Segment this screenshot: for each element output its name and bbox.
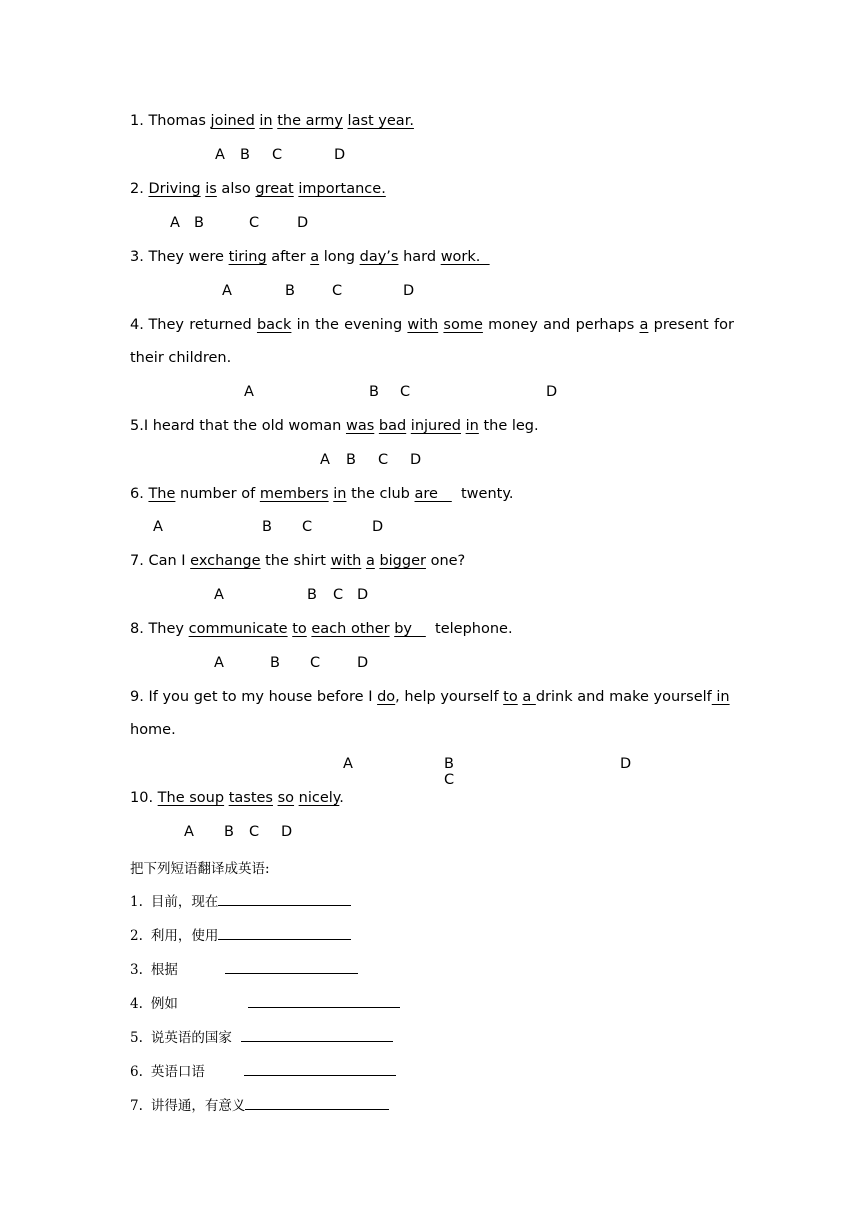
translation-item-6 <box>130 1060 396 1080</box>
question-number: 4. <box>130 317 144 333</box>
underlined-option-a: back <box>256 317 292 333</box>
text: perhaps <box>575 317 635 333</box>
underlined-option-b: with <box>407 317 439 333</box>
question-4-continued: their children. <box>130 350 232 366</box>
text: the shirt <box>260 553 331 569</box>
letter-b: B <box>194 215 204 231</box>
underlined-option-b: with <box>330 553 362 569</box>
question-number: 1. <box>130 113 144 129</box>
letter-c: C <box>378 452 389 468</box>
underlined-option-c: great <box>255 181 294 197</box>
letter-b: B <box>262 519 272 535</box>
underlined-option-d: in <box>465 418 479 434</box>
letter-a: A <box>215 147 225 163</box>
question-1 <box>130 113 414 129</box>
underlined-option-c: a <box>365 553 375 569</box>
letter-c: C <box>272 147 283 163</box>
translation-item-4 <box>130 992 400 1012</box>
letter-c: C <box>249 215 260 231</box>
letter-b: B <box>285 283 295 299</box>
underlined-option-d: in <box>711 689 730 705</box>
answer-blank[interactable] <box>241 1027 393 1042</box>
underlined-option-d: are <box>414 486 452 502</box>
underlined-option-c: day’s <box>359 249 399 265</box>
text: for <box>713 317 734 333</box>
underlined-option-a: tiring <box>228 249 267 265</box>
question-10 <box>130 790 344 806</box>
underlined-option-b: bad <box>378 418 407 434</box>
question-number: 6. <box>130 486 144 502</box>
text: long <box>319 249 360 265</box>
letter-a: A <box>170 215 180 231</box>
letter-c: C <box>400 384 411 400</box>
letter-d: D <box>281 824 293 840</box>
letter-a: A <box>184 824 194 840</box>
letter-a: A <box>153 519 163 535</box>
question-5 <box>130 418 539 434</box>
underlined-option-a: The soup <box>157 790 225 806</box>
text: . <box>339 790 344 806</box>
letter-b: B <box>307 587 317 603</box>
text: one? <box>425 553 466 569</box>
letter-d: D <box>410 452 422 468</box>
underlined-option-d: bigger <box>379 553 426 569</box>
answer-blank[interactable] <box>218 891 351 906</box>
text: also <box>216 181 256 197</box>
underlined-option-b: to <box>503 689 518 705</box>
letter-a: A <box>320 452 330 468</box>
answer-blank[interactable] <box>225 959 358 974</box>
letter-c: C <box>332 283 343 299</box>
question-8 <box>130 621 513 637</box>
question-number: 9. <box>130 689 144 705</box>
letter-a: A <box>222 283 232 299</box>
underlined-option-c: so <box>277 790 295 806</box>
underlined-option-b: to <box>292 621 307 637</box>
letter-d: D <box>334 147 346 163</box>
item-number: 4. <box>130 996 143 1012</box>
text: If you get to my house before I <box>148 689 378 705</box>
letter-b: B <box>346 452 356 468</box>
item-number: 1. <box>130 894 143 910</box>
letter-a: A <box>343 756 353 772</box>
underlined-option-a: The <box>148 486 176 502</box>
underlined-option-a: exchange <box>190 553 261 569</box>
underlined-option-b: members <box>259 486 329 502</box>
question-9 <box>130 689 730 705</box>
underlined-option-b: in <box>259 113 273 129</box>
text: evening <box>344 317 403 333</box>
letter-a: A <box>214 587 224 603</box>
question-2 <box>130 181 386 197</box>
answer-blank[interactable] <box>245 1095 389 1110</box>
question-number: 8. <box>130 621 144 637</box>
letter-c: C <box>249 824 260 840</box>
item-number: 6. <box>130 1064 143 1080</box>
text: telephone. <box>425 621 513 637</box>
translation-item-2 <box>130 924 351 944</box>
letter-a: A <box>214 655 224 671</box>
translation-heading: 把下列短语翻译成英语: <box>130 861 270 877</box>
text: present <box>653 317 709 333</box>
translation-item-3 <box>130 958 358 978</box>
underlined-option-d: nicely <box>298 790 340 806</box>
text <box>130 317 184 333</box>
underlined-option-d: by <box>394 621 426 637</box>
underlined-option-b: a <box>310 249 320 265</box>
underlined-option-d: importance. <box>298 181 386 197</box>
letter-c: C <box>310 655 321 671</box>
translation-item-5 <box>130 1026 393 1046</box>
answer-blank[interactable] <box>248 993 400 1008</box>
text: drink and make yourself <box>535 689 712 705</box>
text: , help yourself <box>395 689 504 705</box>
item-text: 讲得通，有意义 <box>150 1098 246 1114</box>
question-7 <box>130 553 465 569</box>
letter-b: B <box>270 655 280 671</box>
underlined-option-c: injured <box>410 418 462 434</box>
text: the club <box>346 486 415 502</box>
text: in <box>296 317 310 333</box>
question-number: 7. <box>130 553 144 569</box>
letter-d: D <box>546 384 558 400</box>
question-6 <box>130 486 513 502</box>
text: the leg. <box>478 418 539 434</box>
item-number: 7. <box>130 1098 143 1114</box>
underlined-option-d: last year. <box>347 113 414 129</box>
item-text: 根据 <box>150 962 178 978</box>
text: twenty. <box>451 486 514 502</box>
text: Can I <box>148 553 191 569</box>
underlined-option-a: do <box>377 689 396 705</box>
item-number: 5. <box>130 1030 143 1046</box>
underlined-option-a: communicate <box>188 621 288 637</box>
item-number: 2. <box>130 928 143 944</box>
item-number: 3. <box>130 962 143 978</box>
text: They <box>148 317 185 333</box>
answer-blank[interactable] <box>218 925 351 940</box>
text: the <box>315 317 339 333</box>
underlined-option-c: each other <box>311 621 390 637</box>
text: hard <box>398 249 441 265</box>
question-number: 5. <box>130 418 144 434</box>
question-9-continued: home. <box>130 722 176 738</box>
text: after <box>266 249 311 265</box>
item-text: 利用，使用 <box>150 928 219 944</box>
text: I heard that the old woman <box>143 418 346 434</box>
text: Thomas <box>148 113 211 129</box>
answer-blank[interactable] <box>244 1061 396 1076</box>
underlined-option-a: was <box>345 418 375 434</box>
letter-c: C <box>333 587 344 603</box>
text: returned <box>189 317 252 333</box>
text: money <box>488 317 538 333</box>
letter-a: A <box>244 384 254 400</box>
underlined-option-c: the army <box>277 113 343 129</box>
letter-d: D <box>372 519 384 535</box>
item-text: 英语口语 <box>150 1064 205 1080</box>
text: They were <box>148 249 229 265</box>
letter-d: D <box>403 283 415 299</box>
letter-d: D <box>357 587 369 603</box>
text: and <box>543 317 571 333</box>
underlined-option-c: in <box>333 486 347 502</box>
underlined-option-b: is <box>205 181 217 197</box>
text: number of <box>175 486 260 502</box>
letter-b: B <box>224 824 234 840</box>
question-number: 3. <box>130 249 144 265</box>
item-text: 说英语的国家 <box>150 1030 232 1046</box>
underlined-option-c: a <box>522 689 536 705</box>
translation-item-1 <box>130 890 351 910</box>
underlined-option-c: some <box>443 317 483 333</box>
translation-item-7 <box>130 1094 389 1114</box>
text: They <box>148 621 189 637</box>
question-3 <box>130 249 490 265</box>
letter-d: D <box>620 756 632 772</box>
item-text: 例如 <box>150 996 178 1012</box>
question-4 <box>130 317 734 333</box>
letter-b: B <box>369 384 379 400</box>
underlined-option-d: a <box>639 317 649 333</box>
item-text: 目前，现在 <box>150 894 219 910</box>
letter-d: D <box>357 655 369 671</box>
letter-c: C <box>302 519 313 535</box>
underlined-option-a: Driving <box>148 181 201 197</box>
underlined-option-d: work. <box>440 249 490 265</box>
underlined-option-b: tastes <box>228 790 273 806</box>
question-number: 2. <box>130 181 144 197</box>
letter-bc: B C <box>444 756 455 788</box>
question-number: 10. <box>130 790 154 806</box>
letter-d: D <box>297 215 309 231</box>
letter-b: B <box>240 147 250 163</box>
underlined-option-a: joined <box>210 113 255 129</box>
